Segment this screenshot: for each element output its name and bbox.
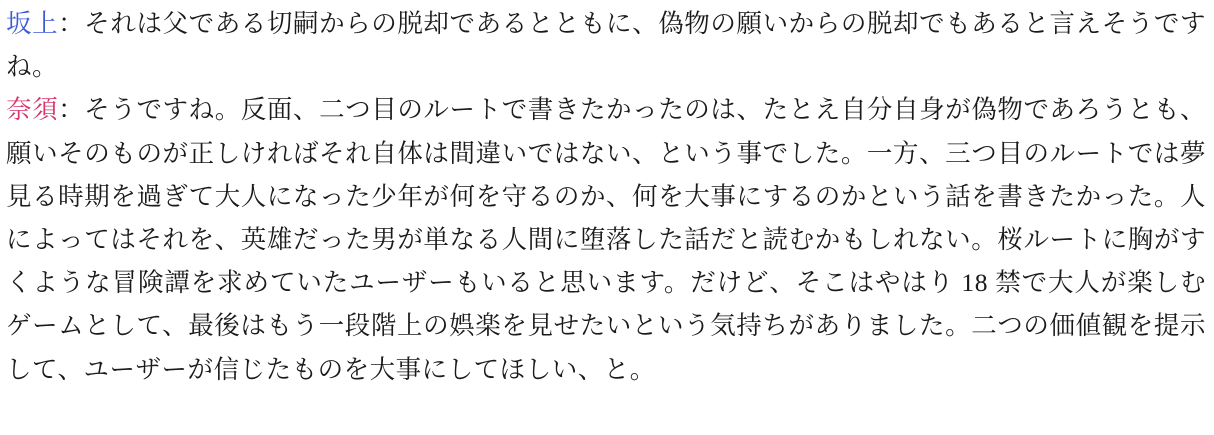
dialogue-paragraph-sakagami	[6, 2, 1206, 88]
dialogue-text: それは父である切嗣からの脱却であるとともに、偽物の願いからの脱却でもあると言えそうですね。	[6, 9, 1206, 82]
speaker-name-sakagami: 坂上	[6, 9, 59, 38]
dialogue-text: そうですね。反面、二つ目のルートで書きたかったのは、たとえ自分自身が偽物であろうとも、願いそのものが正しければそれ自体は間違いではない、という事でした。一方、三つ目のルートでは夢見る時期を過ぎて大人になった少年が何を守るのか、何を大事にするのかという話を書きたかった。人によってはそれを、英雄だった男が単なる人間に堕落した話だと読むかもしれない。桜ルートに胸がすくような冒険譚を求めていたユーザーもいると思います。だけど、そこはやはり 18 禁で大人が楽しむゲームとして、最後はもう一段階上の娯楽を見せたいという気持ちがありました。二つの価値観を提示して、ユーザーが信じたものを大事にしてほしい、と。	[6, 95, 1206, 384]
speaker-separator: ：	[58, 9, 85, 38]
speaker-separator: ：	[58, 95, 85, 125]
dialogue-paragraph-nasu	[6, 88, 1206, 390]
speaker-name-nasu: 奈須	[6, 95, 59, 125]
